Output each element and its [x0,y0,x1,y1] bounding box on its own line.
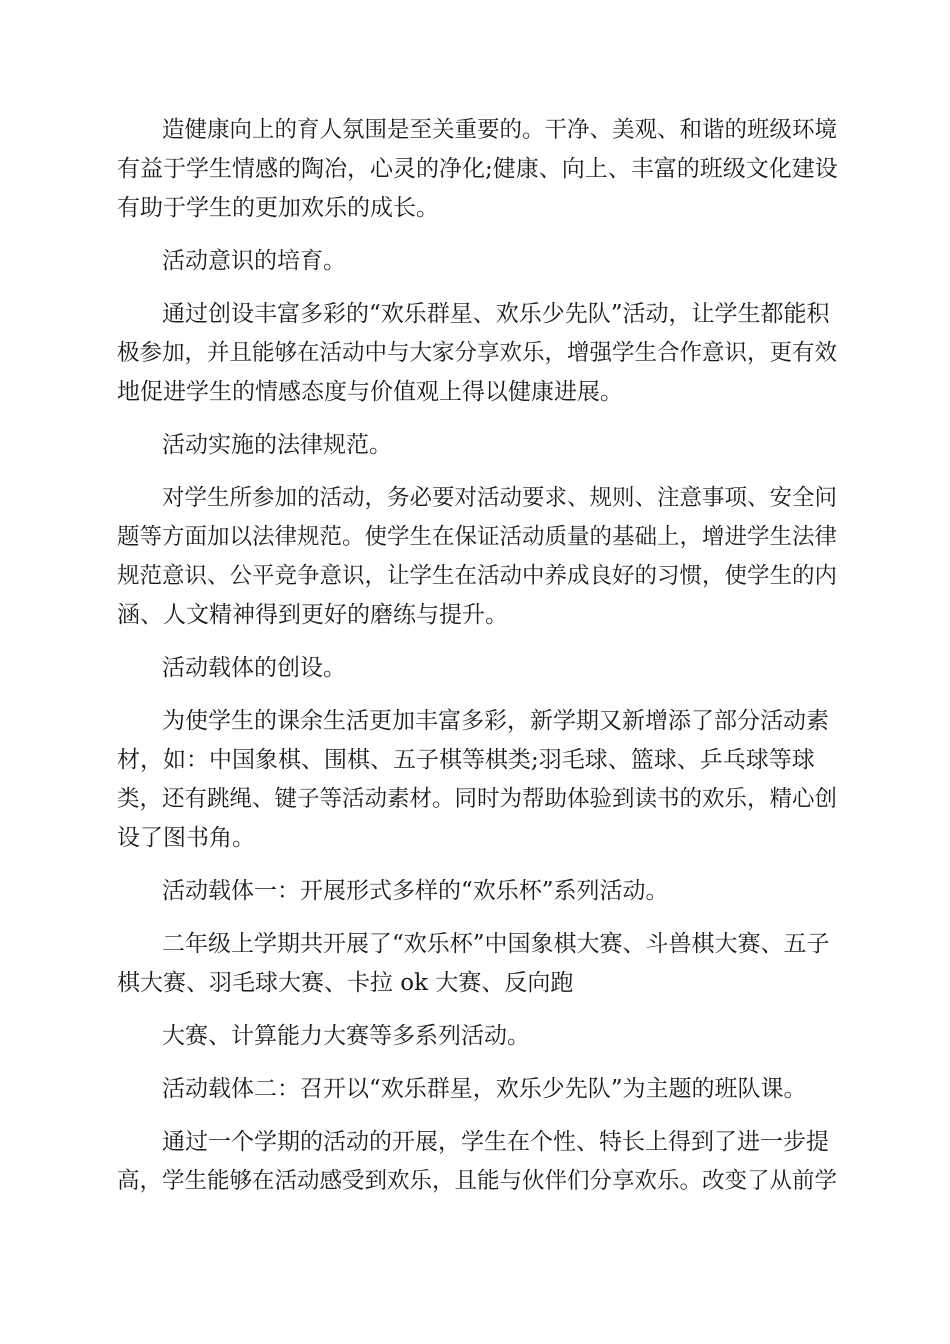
paragraph-line: 为使学生的课余生活更加丰富多彩，新学期又新增添了部分活动素 [162,708,829,734]
paragraph-line: 地促进学生的情感态度与价值观上得以健康进展。 [117,379,623,405]
paragraph-line: 极参加，并且能够在活动中与大家分享欢乐，增强学生合作意识，更有效 [117,340,838,366]
paragraph-line: 有益于学生情感的陶冶，心灵的净化;健康、向上、丰富的班级文化建设 [117,156,838,182]
section-heading: 活动载体一：开展形式多样的“欢乐杯”系列活动。 [162,878,669,904]
paragraph-line: 大赛、计算能力大赛等多系列活动。 [162,1023,530,1049]
paragraph-line: 涵、人文精神得到更好的磨练与提升。 [117,602,508,628]
paragraph-line: 有助于学生的更加欢乐的成长。 [117,195,439,221]
paragraph-line: 规范意识、公平竞争意识，让学生在活动中养成良好的习惯，使学生的内 [117,563,838,589]
paragraph-line: 通过创设丰富多彩的“欢乐群星、欢乐少先队”活动，让学生都能积 [162,301,830,327]
paragraph-line: 设了图书角。 [117,825,255,851]
section-heading: 活动载体的创设。 [162,655,346,681]
section-heading: 活动载体二：召开以“欢乐群星，欢乐少先队”为主题的班队课。 [162,1076,807,1102]
paragraph-line: 棋大赛、羽毛球大赛、卡拉 ok 大赛、反向跑 [117,970,574,996]
paragraph-line: 类，还有跳绳、键子等活动素材。同时为帮助体验到读书的欢乐，精心创 [117,786,838,812]
section-heading: 活动实施的法律规范。 [162,432,392,458]
paragraph-line: 题等方面加以法律规范。使学生在保证活动质量的基础上，增进学生法律 [117,524,838,550]
paragraph-line: 通过一个学期的活动的开展，学生在个性、特长上得到了进一步提 [162,1129,829,1155]
paragraph-line: 材，如：中国象棋、围棋、五子棋等棋类;羽毛球、篮球、乒乓球等球 [117,747,815,773]
paragraph-line: 二年级上学期共开展了“欢乐杯”中国象棋大赛、斗兽棋大赛、五子 [162,931,830,957]
paragraph-line: 高，学生能够在活动感受到欢乐，且能与伙伴们分享欢乐。改变了从前学 [117,1168,838,1194]
paragraph-line: 对学生所参加的活动，务必要对活动要求、规则、注意事项、安全问 [162,485,838,511]
paragraph-line: 造健康向上的育人氛围是至关重要的。干净、美观、和谐的班级环境 [162,117,838,143]
section-heading: 活动意识的培育。 [162,248,346,274]
